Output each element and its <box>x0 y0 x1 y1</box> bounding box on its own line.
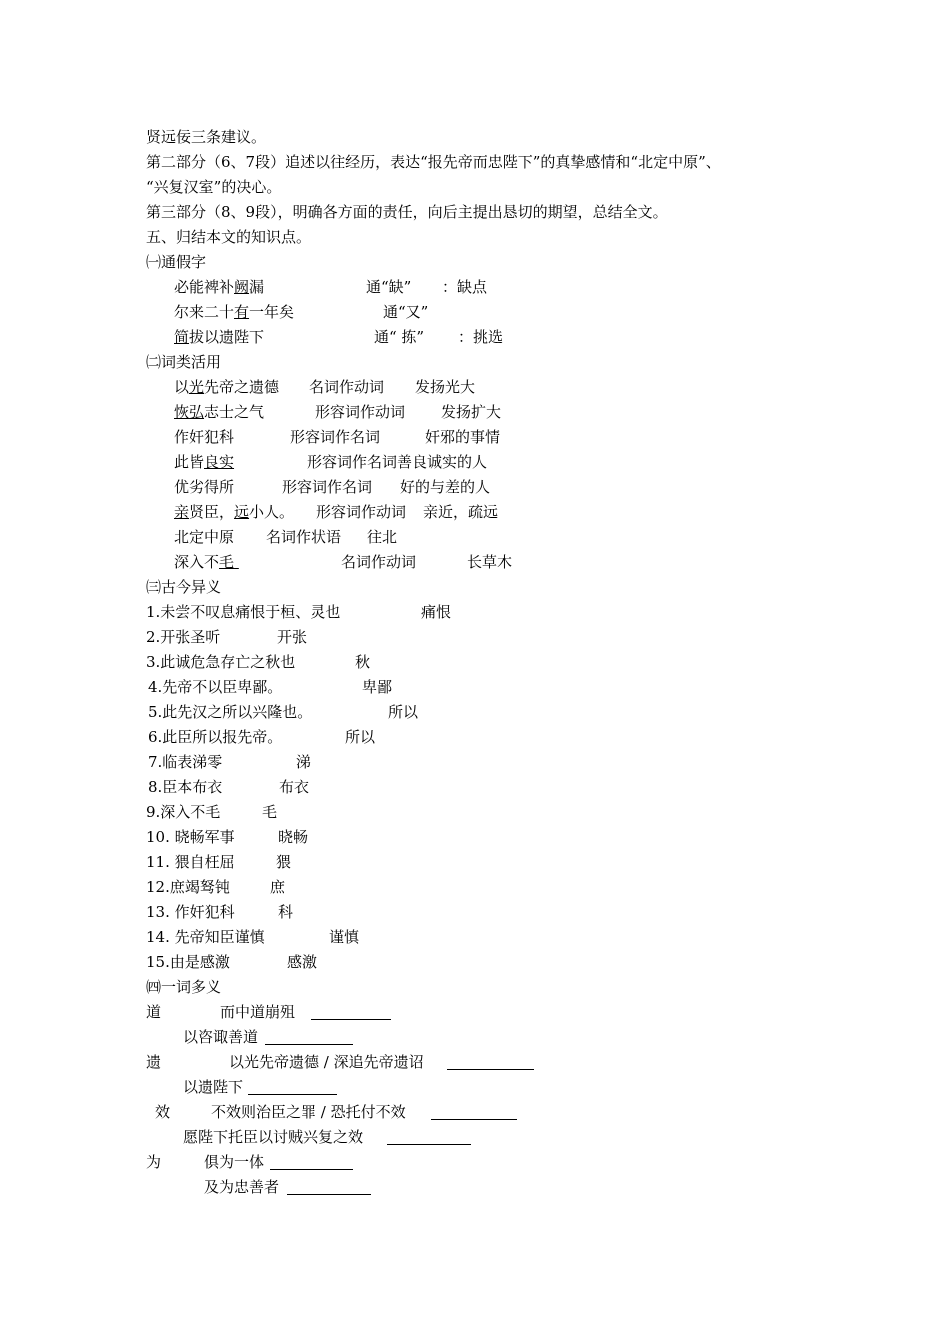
gujin-sentence: 2.开张圣听 <box>146 628 221 646</box>
yici-sentence: 以遗陛下 <box>183 1078 244 1096</box>
answer-blank[interactable] <box>447 1052 534 1070</box>
gujin-sentence: 8.臣本布衣 <box>148 778 223 796</box>
cilei-type: 名词作动词 <box>309 378 385 396</box>
gujin-word: 布衣 <box>279 778 310 796</box>
cilei-meaning: 往北 <box>367 528 398 546</box>
intro-line-2: 第二部分（6、7段）追述以往经历，表达“报先帝而忠陛下”的真挚感情和“北定中原”、 <box>146 153 721 171</box>
cilei-sentence: 深入不毛 <box>174 553 235 571</box>
gujin-word: 涕 <box>296 753 312 771</box>
tongjia-tong: 通“又” <box>383 303 429 321</box>
gujin-word: 秋 <box>355 653 371 671</box>
tongjia-sentence: 尔来二十有一年矣 <box>174 303 295 321</box>
cilei-type: 形容词作名词善良诚实的人 <box>307 453 488 471</box>
cilei-meaning: 发扬光大 <box>415 378 476 396</box>
cilei-meaning: 长草木 <box>467 553 513 571</box>
yici-sentence: 及为忠善者 <box>204 1178 280 1196</box>
gujin-sentence: 13. 作奸犯科 <box>146 903 235 921</box>
gujin-word: 所以 <box>345 728 376 746</box>
answer-blank[interactable] <box>311 1002 391 1020</box>
section-five-heading: 五、归结本文的知识点。 <box>146 228 312 246</box>
gujin-word: 开张 <box>277 628 308 646</box>
answer-blank[interactable] <box>387 1127 471 1145</box>
cilei-sentence: 优劣得所 <box>174 478 235 496</box>
yici-word: 道 <box>146 1003 162 1021</box>
answer-blank[interactable] <box>265 1027 353 1045</box>
answer-blank[interactable] <box>431 1102 517 1120</box>
yici-sentence: 不效则治臣之罪 / 恐托付不效 <box>211 1103 406 1121</box>
tongjia-meaning: ：挑选 <box>458 328 504 346</box>
cilei-sentence: 恢弘志士之气 <box>174 403 265 421</box>
cilei-sentence: 此皆良实 <box>174 453 235 471</box>
tongjia-sentence: 简拔以遗陛下 <box>174 328 265 346</box>
gujin-word: 猥 <box>276 853 292 871</box>
cilei-type: 形容词作名词 <box>290 428 381 446</box>
gujin-sentence: 9.深入不毛 <box>146 803 221 821</box>
yici-sentence: 以光先帝遗德 / 深追先帝遗诏 <box>229 1053 424 1071</box>
cilei-sentence: 作奸犯科 <box>174 428 235 446</box>
cilei-sentence: 以光先帝之遗德 <box>174 378 280 396</box>
cilei-sentence: 亲贤臣，远小人。 <box>174 503 295 521</box>
yici-sentence: 而中道崩殂 <box>220 1003 296 1021</box>
gujin-heading: ㈢古今异义 <box>146 578 222 596</box>
intro-line-4: 第三部分（8、9段），明确各方面的责任，向后主提出恳切的期望，总结全文。 <box>146 203 668 221</box>
cilei-meaning: 好的与差的人 <box>400 478 491 496</box>
cilei-type: 名词作动词 <box>341 553 417 571</box>
gujin-word: 卑鄙 <box>362 678 393 696</box>
intro-line-1: 贤远佞三条建议。 <box>146 128 267 146</box>
yici-word: 为 <box>146 1153 162 1171</box>
tongjia-sentence: 必能裨补阙漏 <box>174 278 265 296</box>
answer-blank[interactable] <box>248 1077 337 1095</box>
tongjia-meaning: ：缺点 <box>442 278 488 296</box>
gujin-sentence: 14. 先帝知臣谨慎 <box>146 928 265 946</box>
gujin-sentence: 3.此诚危急存亡之秋也 <box>146 653 296 671</box>
gujin-word: 科 <box>278 903 294 921</box>
gujin-sentence: 1.未尝不叹息痛恨于桓、灵也 <box>146 603 341 621</box>
intro-line-3: “兴复汉室”的决心。 <box>146 178 282 196</box>
yici-heading: ㈣一词多义 <box>146 978 222 996</box>
gujin-word: 痛恨 <box>421 603 452 621</box>
gujin-word: 庶 <box>270 878 286 896</box>
answer-blank[interactable] <box>287 1177 371 1195</box>
tongjia-heading: ㈠通假字 <box>146 253 207 271</box>
gujin-sentence: 5.此先汉之所以兴隆也。 <box>148 703 313 721</box>
answer-blank[interactable] <box>270 1152 353 1170</box>
cilei-type: 形容词作动词 <box>316 503 407 521</box>
gujin-sentence: 10. 晓畅军事 <box>146 828 235 846</box>
cilei-meaning: 奸邪的事情 <box>425 428 501 446</box>
gujin-word: 谨慎 <box>329 928 360 946</box>
cilei-type: 名词作状语 <box>266 528 342 546</box>
cilei-sentence: 北定中原 <box>174 528 235 546</box>
gujin-sentence: 6.此臣所以报先帝。 <box>148 728 283 746</box>
yici-sentence: 以咨诹善道 <box>183 1028 259 1046</box>
cilei-meaning: 发扬扩大 <box>441 403 502 421</box>
gujin-word: 感激 <box>287 953 318 971</box>
cilei-type: 形容词作动词 <box>315 403 406 421</box>
gujin-sentence: 15.由是感激 <box>146 953 230 971</box>
yici-word: 效 <box>155 1103 171 1121</box>
tongjia-tong: 通“缺” <box>366 278 412 296</box>
yici-sentence: 俱为一体 <box>204 1153 265 1171</box>
yici-sentence: 愿陛下托臣以讨贼兴复之效 <box>183 1128 364 1146</box>
gujin-sentence: 7.临表涕零 <box>148 753 223 771</box>
yici-word: 遗 <box>146 1053 162 1071</box>
gujin-word: 毛 <box>262 803 278 821</box>
gujin-sentence: 12.庶竭驽钝 <box>146 878 230 896</box>
gujin-word: 所以 <box>388 703 419 721</box>
gujin-sentence: 4.先帝不以臣卑鄙。 <box>148 678 283 696</box>
gujin-word: 晓畅 <box>278 828 309 846</box>
cilei-meaning: 亲近，疏远 <box>423 503 499 521</box>
tongjia-tong: 通“ 拣” <box>374 328 425 346</box>
cilei-heading: ㈡词类活用 <box>146 353 222 371</box>
cilei-type: 形容词作名词 <box>282 478 373 496</box>
gujin-sentence: 11. 猥自枉屈 <box>146 853 235 871</box>
